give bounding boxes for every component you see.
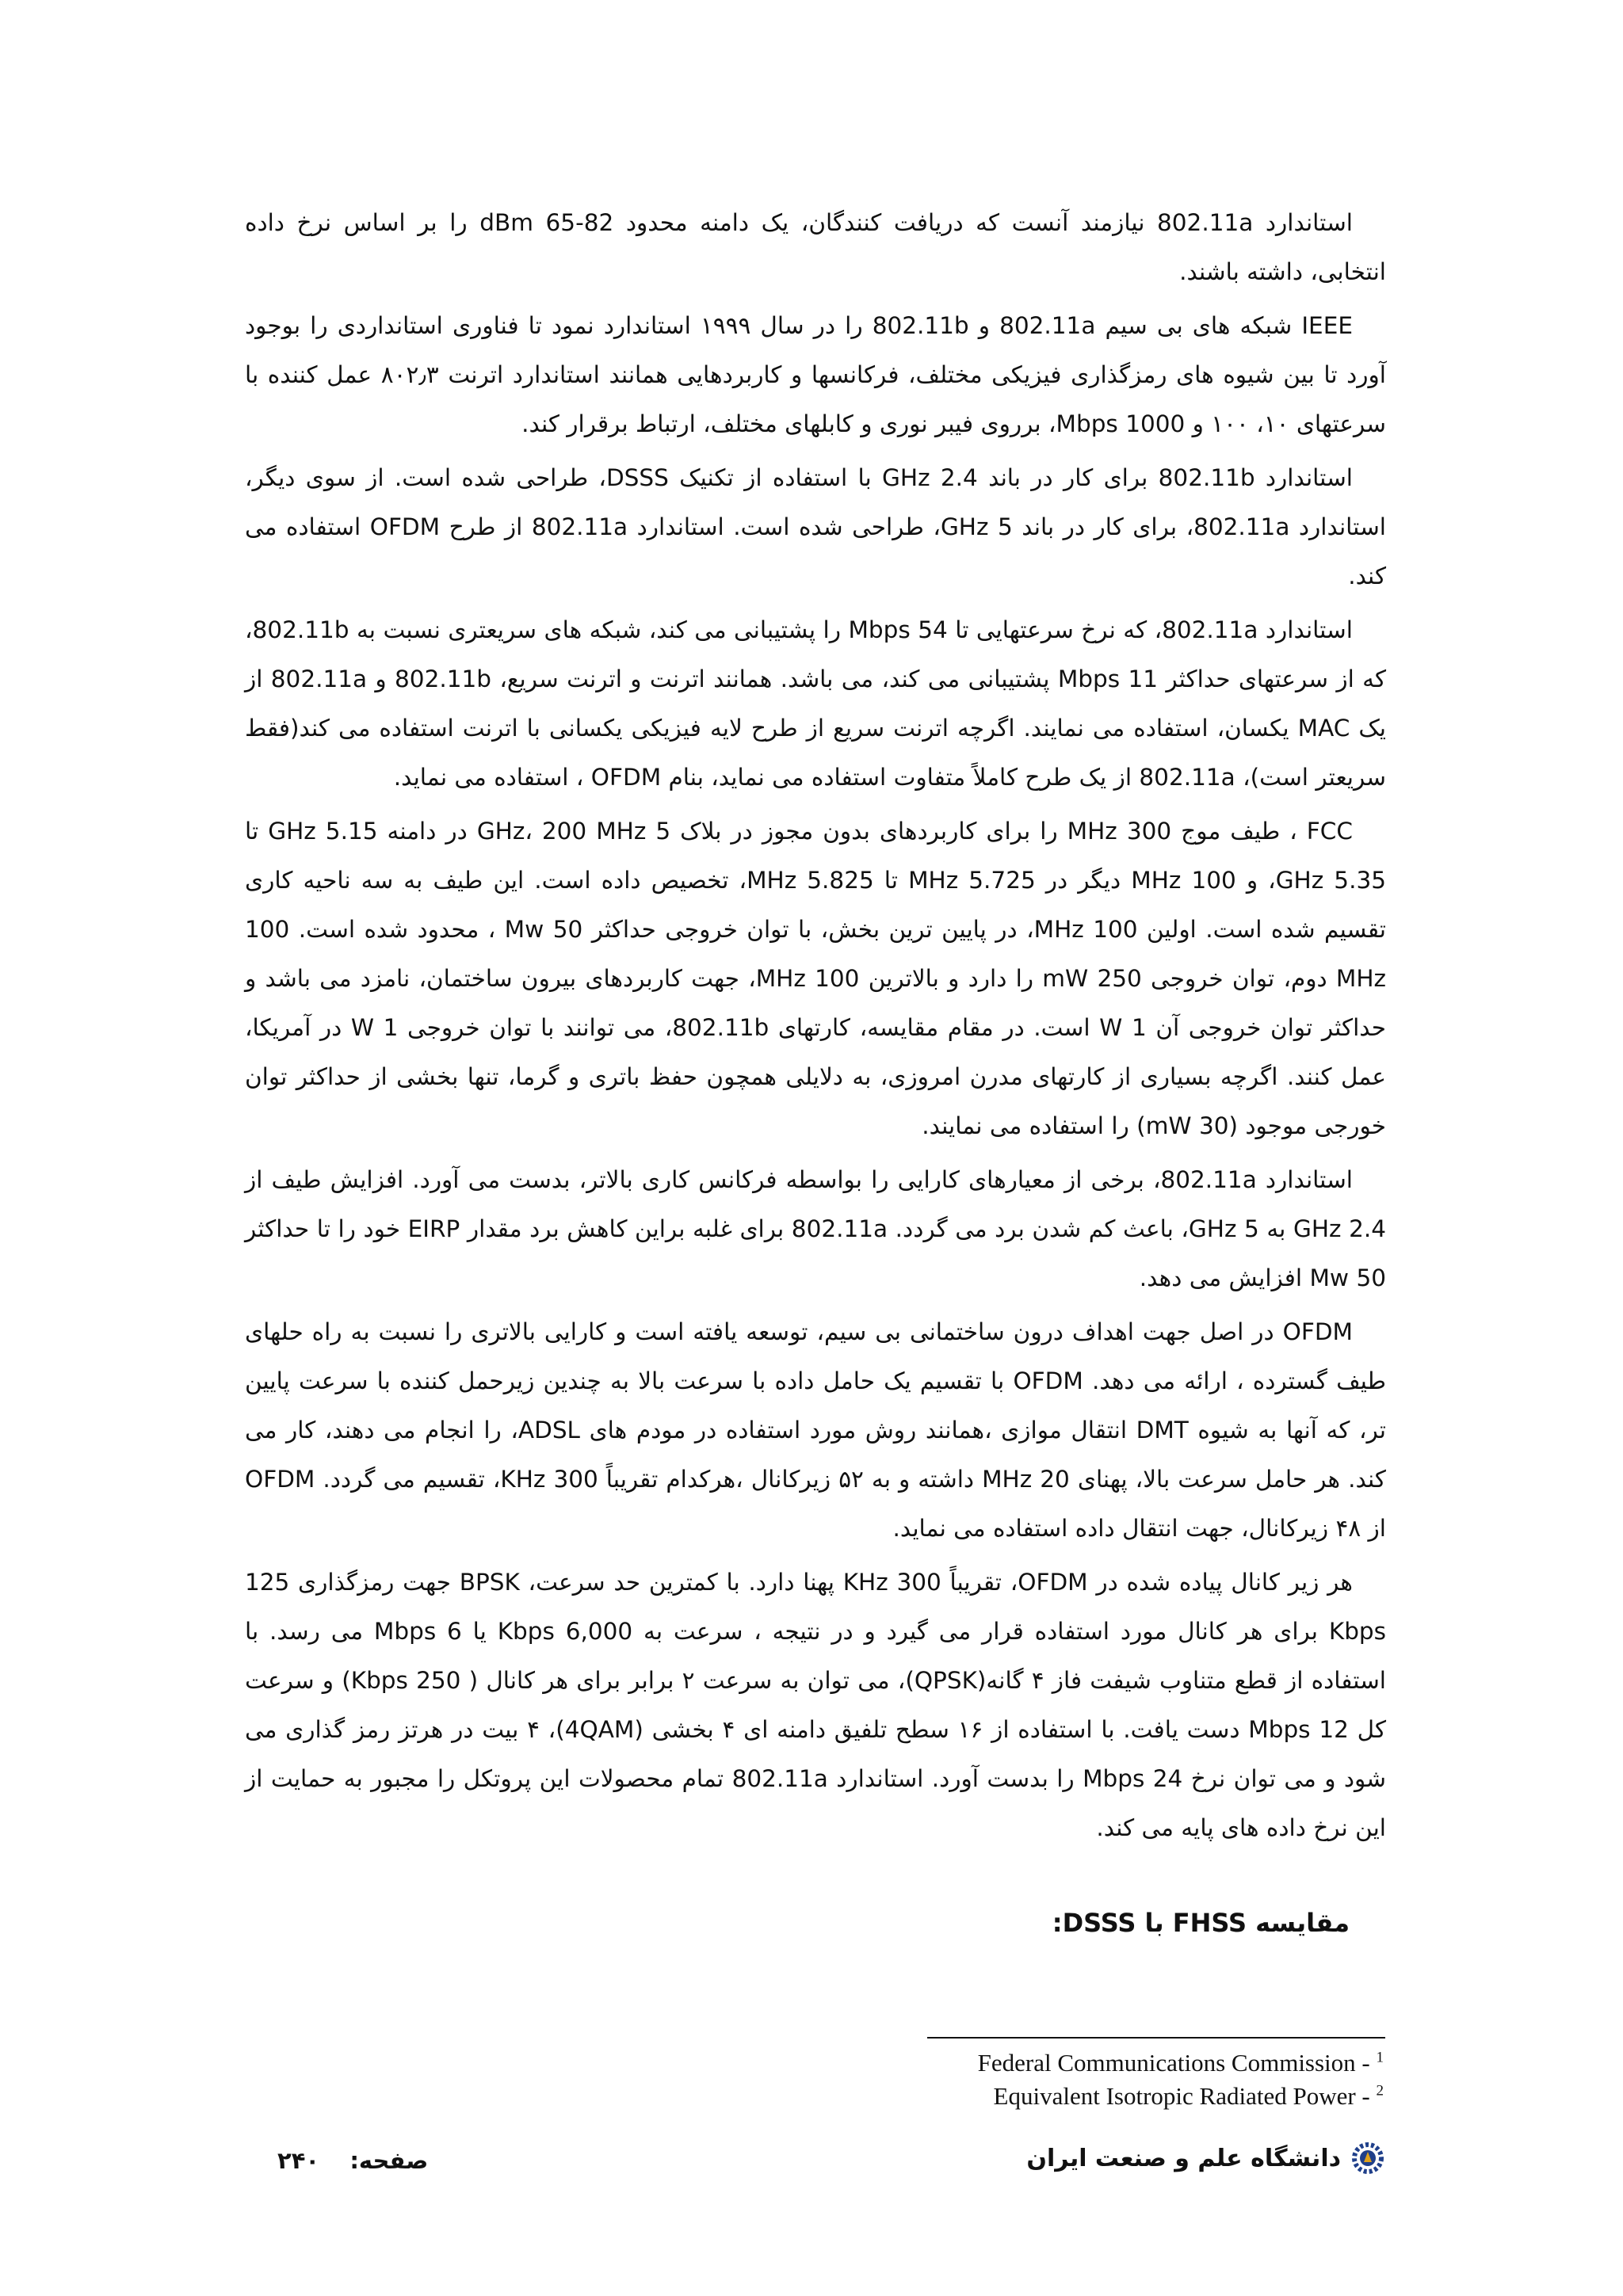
paragraph: هر زیر کانال پیاده شده در OFDM، تقریباً 300 KHz پهنا دارد. با کمترین حد سرعت، BPSK جهت رمزگذاری 125 Kbps برای هر کانال مورد استفاده قرار می گیرد و در نتیجه ، سرعت به 6,000 Kbps یا 6 Mbps می رسد. با استفاده از قطع متناوب شیفت فاز ۴ گانه(QPSK)، می توان به سرعت ۲ برابر برای هر کانال ( 250 Kbps) و سرعت کل 12 Mbps دست یافت. با استفاده از ۱۶ سطح تلفیق دامنه ای ۴ بخشی (4QAM)، ۴ بیت در هرتز رمز گذاری می شود و می توان نرخ 24 Mbps را بدست آورد. استاندارد 802.11a تمام محصولات این پروتکل را مجبور به حمایت از این نرخ داده های پایه می کند. [245, 1569, 1387, 1841]
body-text [245, 198, 1386, 1857]
footnote-mark: 1 [1376, 2049, 1384, 2066]
page-number: ۲۴۰ [277, 2147, 320, 2174]
footnote-divider [927, 2037, 1385, 2039]
paragraph: استاندارد 802.11a نیازمند آنست که دریافت کنندگان، یک دامنه محدود 82-65 dBm را بر اساس نرخ داده انتخابی، داشته باشند. [245, 209, 1386, 285]
footnote-text: Federal Communications Commission - [977, 2049, 1377, 2077]
footnote-text: Equivalent Isotropic Radiated Power - [993, 2082, 1377, 2110]
paragraph: استاندارد 802.11a، که نرخ سرعتهایی تا 54 Mbps را پشتیبانی می کند، شبکه های سریعتری نسبت به 802.11b، که از سرعتهای حداکثر 11 Mbps پشتیبانی می کند، می باشد. همانند اترنت و اترنت سریع، 802.11b و 802.11a از یک MAC یکسان، استفاده می نمایند. اگرچه اترنت سریع از طرح لایه فیزیکی یکسانی با اترنت استفاده می کند(فقط سریعتر است)، 802.11a از یک طرح کاملاً متفاوت استفاده می نماید، بنام OFDM ، استفاده می نماید. [245, 616, 1386, 791]
footnote-mark: 2 [1376, 2082, 1384, 2100]
section-heading: مقایسه FHSS با DSSS: [1052, 1908, 1350, 1938]
paragraph: استاندارد 802.11a، برخی از معیارهای کارایی را بواسطه فرکانس کاری بالاتر، بدست می آورد. افزایش طیف از 2.4 GHz به 5 GHz، باعث کم شدن برد می گردد. 802.11a برای غلبه براین کاهش برد مقدار EIRP خود را تا حداکثر 50 Mw افزایش می دهد. [245, 1166, 1386, 1291]
footer-brand [1026, 2141, 1385, 2176]
university-name: دانشگاه علم و صنعت ایران [1026, 2144, 1341, 2172]
footnote-2 [994, 2082, 1384, 2111]
paragraph: OFDM در اصل جهت اهداف درون ساختمانی بی سیم، توسعه یافته است و کارایی بالاتری را نسبت به راه حلهای طیف گسترده ، ارائه می دهد. OFDM با تقسیم یک حامل داده با سرعت بالا به چندین زیرحمل کننده با سرعت پایین تر، که آنها به شیوه DMT انتقال موازی ،همانند روش مورد استفاده در مودم های ADSL، را انجام می دهند، کار می کند. هر حامل سرعت بالا، پهنای 20 MHz داشته و به ۵۲ زیرکانال ،هرکدام تقریباً 300 KHz، تقسیم می گردد. OFDM از ۴۸ زیرکانال، جهت انتقال داده استفاده می نماید. [245, 1318, 1387, 1542]
paragraph: استاندارد 802.11b برای کار در باند 2.4 GHz با استفاده از تکنیک DSSS، طراحی شده است. از سوی دیگر، استاندارد 802.11a، برای کار در باند 5 GHz، طراحی شده است. استاندارد 802.11a از طرح OFDM استفاده می کند. [245, 464, 1386, 589]
iust-logo-icon [1350, 2141, 1385, 2176]
page-label: صفحه: [349, 2147, 429, 2174]
paragraph: FCC ، طیف موج 300 MHz را برای کاربردهای بدون مجوز در بلاک 5 GHz، 200 MHz در دامنه 5.15 GHz تا 5.35 GHz، و 100 MHz دیگر در 5.725 MHz تا 5.825 MHz، تخصیص داده است. این طیف به سه ناحیه کاری تقسیم شده است. اولین 100 MHz، در پایین ترین بخش، با توان خروجی حداکثر 50 Mw ، محدود شده است. 100 MHz دوم، توان خروجی 250 mW را دارد و بالاترین 100 MHz، جهت کاربردهای بیرون ساختمان، نامزد می باشد و حداکثر توان خروجی آن 1 W است. در مقام مقایسه، کارتهای 802.11b، می توانند با توان خروجی 1 W در آمریکا، عمل کنند. اگرچه بسیاری از کارتهای مدرن امروزی، به دلایلی همچون حفظ باتری و گرما، تنها بخشی از حداکثر توان خورجی موجود (30 mW) را استفاده می نمایند. [245, 818, 1386, 1139]
paragraph: IEEE شبکه های بی سیم 802.11a و 802.11b را در سال ۱۹۹۹ استاندارد نمود تا فناوری استانداردی را بوجود آورد تا بین شیوه های رمزگذاری فیزیکی مختلف، فرکانسها و کاربردهایی همانند استاندارد اترنت ۸۰۲٫۳ عمل کننده با سرعتهای ۱۰، ۱۰۰ و 1000 Mbps، برروی فیبر نوری و کابلهای مختلف، ارتباط برقرار کند. [245, 312, 1386, 437]
page-number-block [277, 2147, 428, 2174]
footnote-1 [978, 2049, 1384, 2077]
